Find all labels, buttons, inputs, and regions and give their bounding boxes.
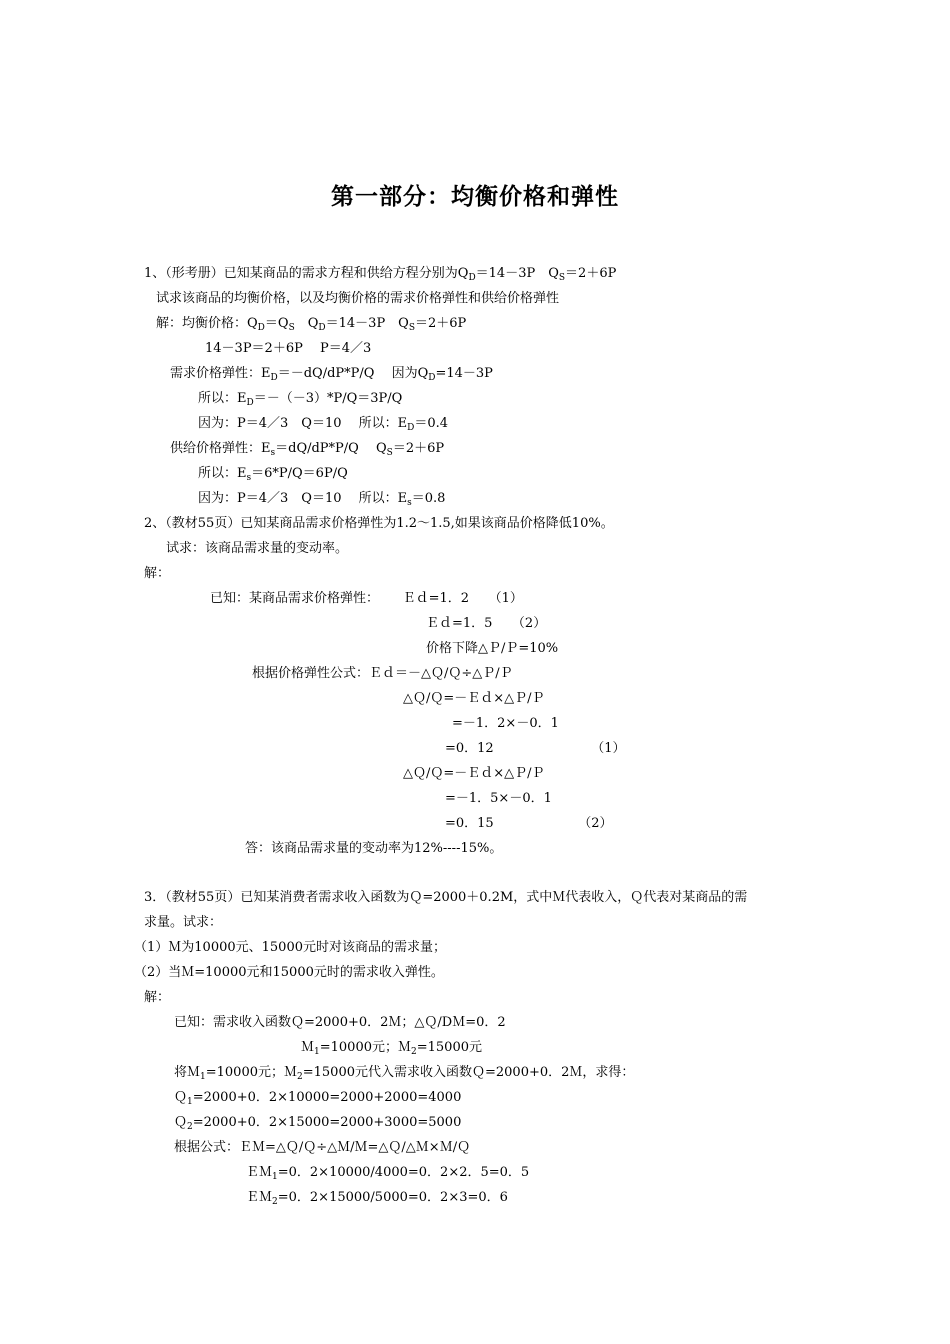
text-line: Ｑ$_2$=2000+0．2×15000=2000+3000=5000 — [174, 1115, 462, 1132]
text-line: ＥＭ$_2$=0．2×15000/5000=0．2×3=0．6 — [246, 1190, 508, 1207]
text-line: 2、（教材55页）已知某商品需求价格弹性为1.2～1.5,如果该商品价格降低10%。 — [144, 516, 614, 531]
text-line: 价格下降△Ｐ/Ｐ=10% — [426, 641, 559, 656]
text-line: 3．（教材55页）已知某消费者需求收入函数为Ｑ=2000＋0.2M，式中Ｍ代表收入，Ｑ代表对某商品的需 — [144, 890, 748, 905]
text-line: 供给价格弹性：$E_s=dQ/dP*P/Q$ $Q_S=2+6P$ — [170, 441, 445, 458]
text-line: 需求价格弹性：$E_D=-dQ/dP*P/Q$ 因为$Q_D=14-3P$ — [170, 366, 493, 383]
text-line: 已知：某商品需求价格弹性： Ｅｄ=1．2 （1） — [210, 591, 523, 606]
text-line: （2）当Ｍ=10000元和15000元时的需求收入弹性。 — [134, 965, 444, 980]
text-line: △Ｑ/Ｑ=－Ｅｄ×△Ｐ/Ｐ — [403, 691, 545, 706]
text-line: 求量。试求： — [144, 915, 223, 930]
text-line: 1、（形考册）已知某商品的需求方程和供给方程分别为$Q_D=14-3P$ $Q_S=2+6P$ — [144, 266, 617, 283]
text-line: 根据公式：ＥＭ=△Ｑ/Ｑ÷△Ｍ/Ｍ=△Ｑ/△Ｍ×Ｍ/Ｑ — [174, 1140, 471, 1155]
text-line: =0．12 （1） — [445, 741, 626, 756]
text-line: 试求该商品的均衡价格，以及均衡价格的需求价格弹性和供给价格弹性 — [156, 291, 560, 306]
text-line: 解： — [144, 990, 171, 1005]
text-line: 所以：$E_s=6*P/Q=6P/Q$ — [198, 466, 348, 483]
text-line: =－1．2×－0．1 — [452, 716, 559, 731]
text-line: 试求：该商品需求量的变动率。 — [166, 541, 349, 556]
text-line: ＥＭ$_1$=0．2×10000/4000=0．2×2．5=0．5 — [246, 1165, 530, 1182]
text-line: Ｍ$_1$=10000元；Ｍ$_2$=15000元 — [301, 1040, 482, 1057]
page-title: 第一部分：均衡价格和弹性 — [331, 184, 619, 210]
text-line: △Ｑ/Ｑ=－Ｅｄ×△Ｐ/Ｐ — [403, 766, 545, 781]
text-line: 答：该商品需求量的变动率为12%----15%。 — [245, 841, 503, 856]
text-line: （1）Ｍ为10000元、15000元时对该商品的需求量； — [134, 940, 446, 955]
text-line: Ｑ$_1$=2000+0．2×10000=2000+2000=4000 — [174, 1090, 462, 1107]
text-line: =－1．5×－0．1 — [445, 791, 552, 806]
text-line: 因为：P＝4／3 Q＝10 所以：$E_D=0.4$ — [198, 416, 449, 433]
text-line: 所以：$E_D=-(-3)*P/Q=3P/Q$ — [198, 391, 403, 408]
text-line: =0．15 （2） — [445, 816, 613, 831]
text-line: 14－3P＝2＋6P P＝4／3 — [205, 341, 372, 356]
text-line: 将Ｍ$_1$=10000元；Ｍ$_2$=15000元代入需求收入函数Ｑ=2000+0．2Ｍ，求得： — [174, 1065, 635, 1082]
text-line: Ｅｄ=1．5 （2） — [426, 616, 547, 631]
text-line: 解： — [144, 566, 171, 581]
text-line: 因为：P＝4／3 Q＝10 所以：$E_s=0.8$ — [198, 491, 446, 508]
text-line: 已知：需求收入函数Ｑ=2000+0．2Ｍ；△Ｑ/DＭ=0．2 — [174, 1015, 506, 1030]
text-line: 解：均衡价格：$Q_D=Q_S$ $Q_D=14-3P$ $Q_S=2+6P$ — [156, 316, 467, 333]
text-line: 根据价格弹性公式：Ｅｄ＝－△Ｑ/Ｑ÷△Ｐ/Ｐ — [252, 666, 513, 681]
